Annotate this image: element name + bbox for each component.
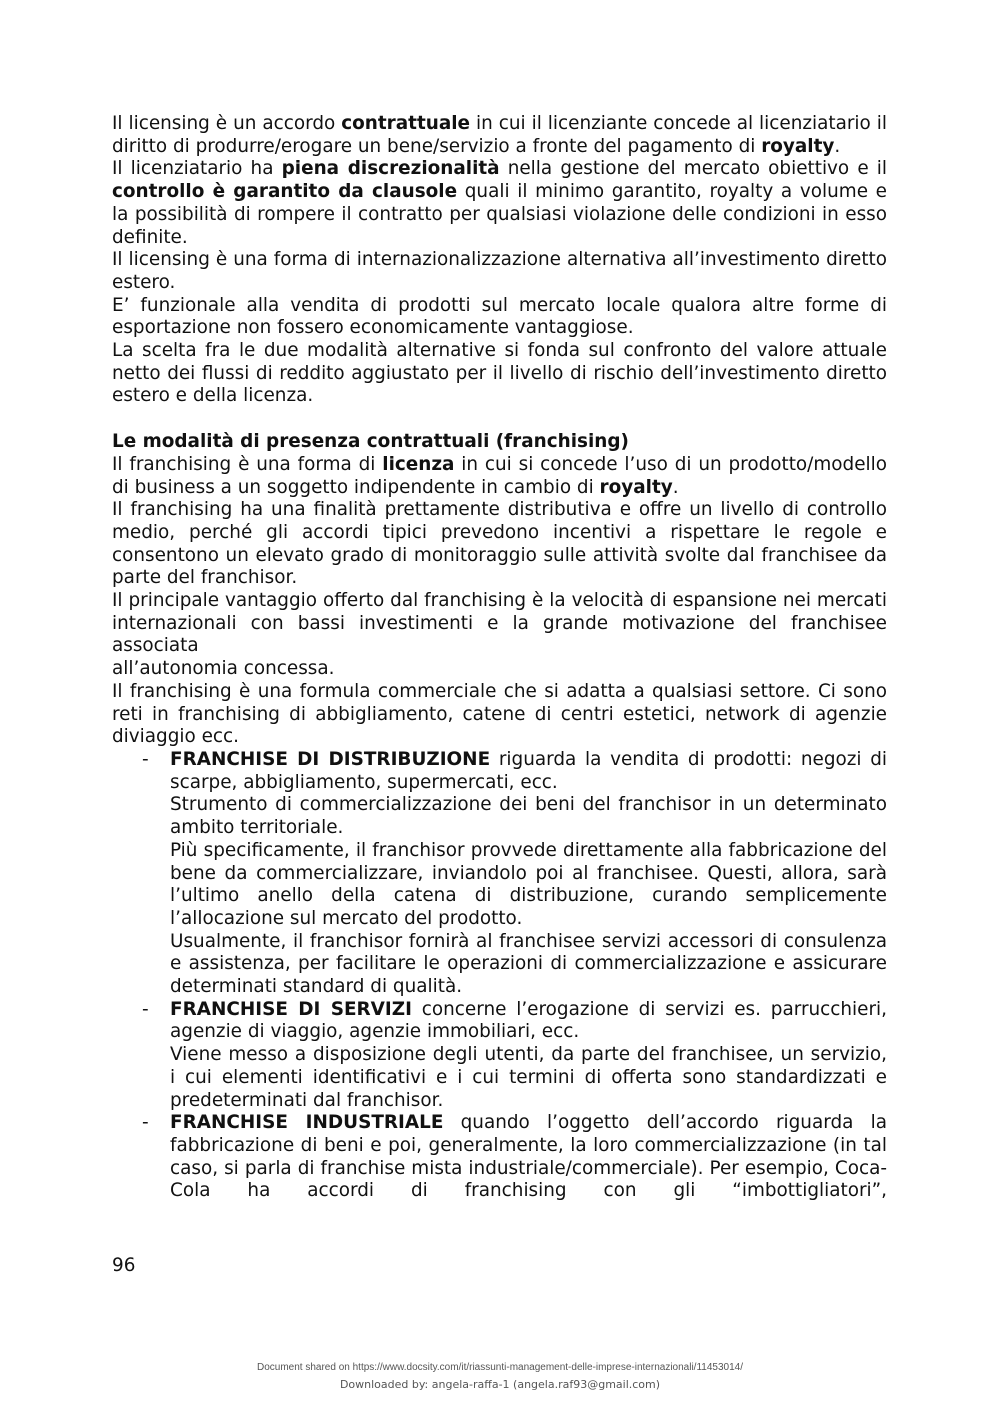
text-run: Il franchising è una forma di: [112, 453, 383, 475]
paragraph-licensing-alternative: Il licensing è una forma di internazionalizzazione alternativa all’investimento diretto estero.: [112, 249, 887, 293]
list-item-title: FRANCHISE INDUSTRIALE: [170, 1112, 444, 1134]
paragraph-formula-commerciale: Il franchising è una formula commerciale che si adatta a qualsiasi settore. Ci sono reti in franchising di abbigliamento, catene di centri estetici, network di agenzie diviaggio ecc.: [112, 680, 887, 748]
list-item-paragraph: Strumento di commercializzazione dei beni del franchisor in un determinato ambito territoriale.: [170, 794, 887, 839]
text-run: quali il minimo garantito, royalty a volume e la possibilità di rompere il contratto per qualsiasi violazione delle condizioni in esso definite.: [112, 181, 887, 248]
text-run: .: [672, 476, 679, 498]
paragraph-scelta: La scelta fra le due modalità alternative si fonda sul confronto del valore attuale netto dei flussi di reddito aggiustato per il livello di rischio dell’investimento diretto estero e della licenza.: [112, 340, 887, 407]
footer-downloaded-by: Downloaded by: angela-raffa-1 (angela.raf93@gmail.com): [339, 1378, 661, 1391]
list-item: [112, 749, 887, 999]
list-item-title: FRANCHISE DI SERVIZI: [170, 998, 412, 1020]
bold-term: licenza: [382, 453, 455, 475]
text-run: Il licensing è un accordo: [112, 113, 342, 134]
paragraph-licenziatario: [112, 158, 887, 249]
text-run: nella gestione del mercato obiettivo e il: [499, 158, 887, 180]
paragraph-vantaggio: Il principale vantaggio offerto dal franchising è la velocità di espansione nei mercati internazionali con bassi investimenti e la grande motivazione del franchisee associata: [112, 590, 887, 657]
list-item-paragraph: Più specificamente, il franchisor provvede direttamente alla fabbricazione del bene da commercializzare, inviandolo poi al franchisee. Questi, allora, sarà l’ultimo anello della catena di distribuzione, curando semplicemente l’allocazione sul mercato del prodotto.: [170, 839, 887, 929]
page-number: 96: [112, 1255, 136, 1276]
list-item: [112, 999, 887, 1113]
paragraph-franchising-definition: [112, 454, 887, 499]
paragraph-funzionale: E’ funzionale alla vendita di prodotti sul mercato locale qualora altre forme di esportazione non fossero economicamente vantaggiose.: [112, 294, 887, 339]
list-item-lead: [170, 999, 887, 1044]
bold-term: piena discrezionalità: [281, 158, 500, 180]
list-item-paragraph: Viene messo a disposizione degli utenti, da parte del franchisee, un servizio, i cui elementi identificativi e i cui termini di offerta sono standardizzati e predeterminati dal franchisor.: [170, 1044, 887, 1111]
list-item: [112, 1112, 887, 1203]
text-run: in cui il licenziante concede al licenziatario il diritto di produrre/erogare un bene/servizio a fronte del pagamento di: [112, 113, 887, 157]
text-run: concerne l’erogazione di servizi es. parrucchieri, agenzie di viaggio, agenzie immobiliari, ecc.: [170, 998, 887, 1043]
text-run: Il licenziatario ha: [112, 158, 282, 180]
list-item-lead: [170, 749, 887, 794]
franchise-types-list: [112, 749, 887, 1203]
list-dash: -: [142, 748, 149, 770]
bold-term: royalty: [599, 476, 673, 498]
list-dash: -: [142, 998, 149, 1020]
text-run: riguarda la vendita di prodotti: negozi di scarpe, abbigliamento, supermercati, ecc.: [170, 748, 888, 793]
list-item-paragraph: Usualmente, il franchisor fornirà al franchisee servizi accessori di consulenza e assistenza, per facilitare le operazioni di commercializzazione e assicurare determinati standard di qualità.: [170, 930, 887, 998]
text-run: quando l’oggetto dell’accordo riguarda la fabbricazione di beni e poi, generalmente, la loro commercializzazione (in tal caso, si parla di franchise mista industriale/commerciale). Per esempio, Coca-Cola ha accordi di franchising con gli “imbottigliatori”,: [170, 1112, 887, 1202]
list-item-lead: [170, 1112, 887, 1203]
bold-term: contrattuale: [341, 113, 471, 134]
footer-shared-link[interactable]: Document shared on https://www.docsity.com/it/riassunti-management-delle-imprese-internazionali/11453014/: [257, 1362, 743, 1373]
bold-term: royalty: [761, 135, 835, 157]
list-dash: -: [142, 1112, 149, 1134]
list-item-title: FRANCHISE DI DISTRIBUZIONE: [170, 748, 491, 770]
paragraph-licensing-definition: [112, 113, 887, 158]
paragraph-franchising-finalita: Il franchising ha una finalità prettamente distributiva e offre un livello di controllo medio, perché gli accordi tipici prevedono incentivi a rispettare le regole e consentono un elevato grado di monitoraggio sulle attività svolte dal franchisee da parte del franchisor.: [112, 499, 887, 589]
text-run: in cui si concede l’uso di un prodotto/modello di business a un soggetto indipendente in cambio di: [112, 453, 887, 498]
document-body: [112, 113, 887, 1203]
bold-term: controllo è garantito da clausole: [112, 181, 458, 203]
section-heading: Le modalità di presenza contrattuali (franchising): [112, 431, 629, 453]
text-run: .: [834, 135, 841, 157]
paragraph-vantaggio-cont: all’autonomia concessa.: [112, 658, 335, 680]
